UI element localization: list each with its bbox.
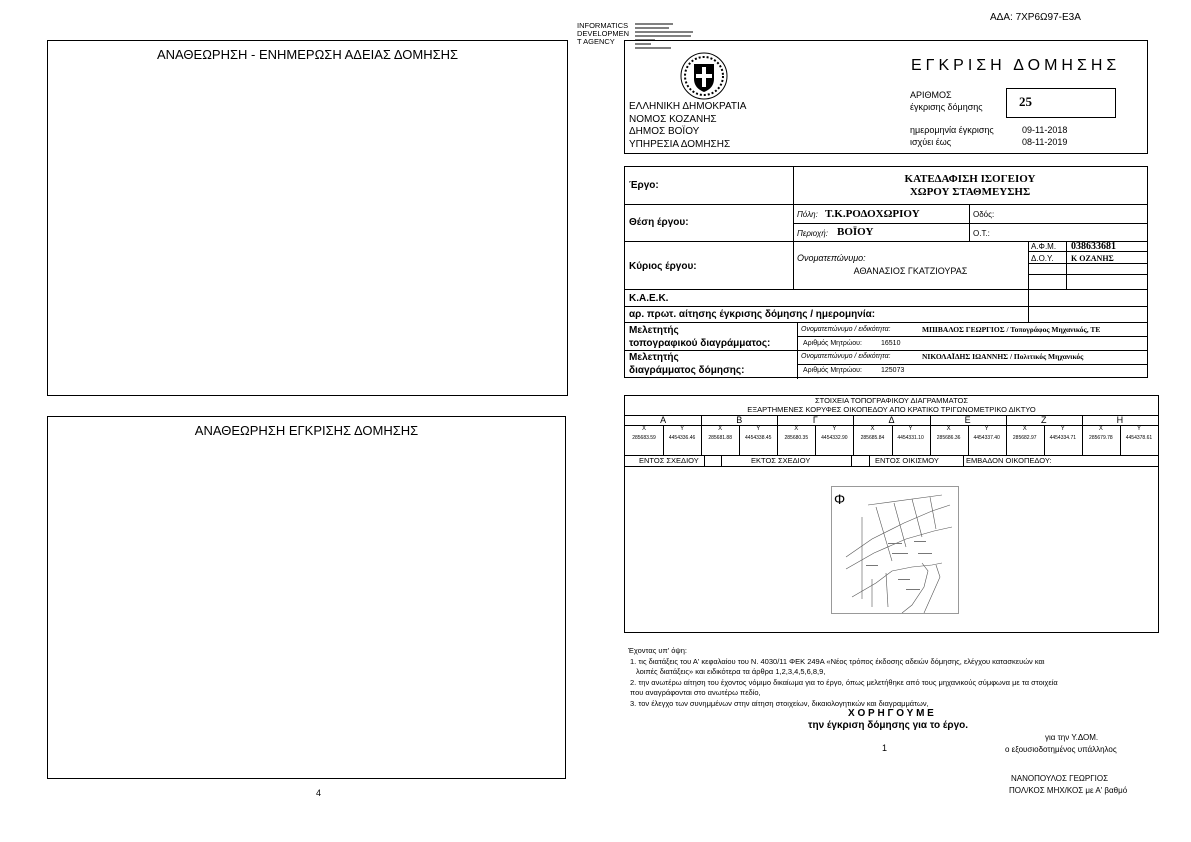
coord-x-value: 285680.35 [784, 435, 809, 441]
vertex-letter: Β [736, 415, 743, 425]
project-location-label: Θέση έργου: [629, 217, 689, 228]
inside-plan-label: ΕΝΤΟΣ ΣΧΕΔΙΟΥ [639, 456, 699, 465]
street-label: Οδός: [973, 210, 995, 219]
authorized-officer: ο εξουσιοδοτημένος υπάλληλος [1005, 745, 1117, 754]
coord-x-value: 285682.97 [1012, 435, 1037, 441]
tax-id-value: 038633681 [1071, 241, 1116, 252]
topo-engineer-name: ΜΠΙΒΑΛΟΣ ΓΕΩΡΓΙΟΣ / Τοπογράφος Μηχανικός, ΤΕ [922, 325, 1101, 334]
project-label: Έργο: [629, 180, 659, 191]
coord-y-value: 4454338.45 [745, 435, 772, 441]
left-page-number: 4 [316, 788, 322, 798]
vertex-letter: Ε [964, 415, 971, 425]
inside-settlement-label: ΕΝΤΟΣ ΟΙΚΙΣΜΟΥ [875, 456, 939, 465]
building-engineer-name: ΝΙΚΟΛΑΪΔΗΣ ΙΩΑΝΝΗΣ / Πολιτικός Μηχανικός [922, 352, 1084, 361]
owner-name: ΑΘΑΝΑΣΙΟΣ ΓΚΑΤΖΙΟΥΡΑΣ [853, 266, 968, 276]
topo-engineer-label [629, 324, 770, 350]
plot-area-label: ΕΜΒΑΔΟΝ ΟΙΚΟΠΕΔΟΥ: [966, 456, 1052, 465]
topo-engineer-label-1: Μελετητής [629, 325, 679, 336]
protocol-label: αρ. πρωτ. αίτησης έγκρισης δόμησης / ημερομηνία: [629, 309, 876, 320]
right-page-number: 1 [882, 743, 888, 753]
area-value: ΒΟΪΟΥ [837, 226, 874, 238]
coord-axis-label: X [1022, 426, 1027, 432]
valid-until-label: ισχύει έως [910, 137, 952, 147]
vertex-letter: Γ [812, 415, 818, 425]
authority-line: ΥΠΗΡΕΣΙΑ ΔΟΜΗΣΗΣ [629, 138, 731, 150]
for-ydom: για την Υ.ΔΟΜ. [1045, 733, 1099, 742]
building-engineer-label-2: διαγράμματος δόμησης: [629, 365, 745, 376]
approval-header-box [624, 40, 1148, 154]
legal-item-1a: 1. τις διατάξεις του Α' κεφαλαίου του Ν. 4030/11 ΦΕΚ 249Α «Νέος τρόπος έκδοσης αδειών δόμησης, ελέγχου κατασκευών και [630, 656, 1045, 666]
vertex-letter: Α [660, 415, 667, 425]
legal-item-2a: 2. την ανωτέρω αίτηση του έχοντος νόμιμο δικαίωμα για το έργο, όπως μελετήθηκε από τους μηχανικούς σύμφωνα με τα στοιχεία [630, 677, 1058, 687]
building-engineer-reg-label: Αριθμός Μητρώου: [803, 367, 862, 374]
topo-title-2: ΕΞΑΡΤΗΜΕΝΕΣ ΚΟΡΥΦΕΣ ΟΙΚΟΠΕΔΟΥ ΑΠΟ ΚΡΑΤΙΚΟ ΤΡΙΓΩΝΟΜΕΤΡΙΚΟ ΔΙΚΤΥΟ [747, 405, 1036, 414]
site-plan-drawing [831, 486, 959, 614]
approval-number-label-1: ΑΡΙΘΜΟΣ [910, 90, 952, 100]
topo-engineer-reg-label: Αριθμός Μητρώου: [803, 340, 862, 347]
coord-axis-label: Y [908, 426, 913, 432]
project-info-table [624, 166, 1148, 378]
outside-plan-label: ΕΚΤΟΣ ΣΧΕΔΙΟΥ [751, 456, 811, 465]
approval-date-label: ημερομηνία έγκρισης [910, 125, 994, 135]
approval-number-label-2: έγκρισης δόμησης [910, 102, 983, 112]
coord-axis-label: Y [984, 426, 989, 432]
coord-y-value: 4454334.71 [1049, 435, 1077, 441]
legal-item-1b: λοιπές διατάξεις» και ειδικότερα τα άρθρα 1,2,3,4,5,6,8,9, [636, 667, 826, 676]
legal-item-2b: που αναγράφονται στο ανωτέρω πεδίο, [630, 688, 761, 697]
tax-office-value: Κ ΟΖΑΝΗΣ [1071, 254, 1114, 263]
informatics-line-3: T AGENCY [577, 37, 615, 46]
city-value: Τ.Κ.ΡΟΔΟΧΩΡΙΟΥ [825, 208, 920, 220]
coord-axis-label: Y [1136, 426, 1141, 432]
grant-heading: Χ Ο Ρ Η Γ Ο Υ Μ Ε [848, 708, 934, 719]
approval-number-label [910, 89, 983, 113]
project-name-line-2: ΧΩΡΟΥ ΣΤΑΘΜΕΥΣΗΣ [909, 186, 1031, 198]
coord-axis-label: X [794, 426, 799, 432]
coord-axis-label: Y [832, 426, 837, 432]
approval-date: 09-11-2018 [1022, 125, 1068, 135]
ada-code: ΑΔΑ: 7ΧΡ6Ω97-Ε3Α [990, 12, 1081, 23]
tax-id-label: Α.Φ.Μ. [1031, 242, 1057, 251]
area-label: Περιοχή: [797, 229, 828, 238]
coord-axis-label: Y [1060, 426, 1065, 432]
city-label: Πόλη: [797, 210, 818, 219]
signer-name: ΝΑΝΟΠΟΥΛΟΣ ΓΕΩΡΓΙΟΣ [1011, 774, 1109, 783]
coord-x-value: 285686.36 [936, 435, 961, 441]
coord-y-value: 4454378.61 [1125, 435, 1153, 441]
issuing-authority [629, 101, 746, 151]
site-plan-lines [832, 487, 958, 613]
revision-approval-title: ΑΝΑΘΕΩΡΗΣΗ ΕΓΚΡΙΣΗΣ ΔΟΜΗΣΗΣ [194, 423, 419, 438]
informatics-line-1: INFORMATICS [577, 21, 629, 30]
legal-item-3: 3. τον έλεγχο των συνημμένων στην αίτηση στοιχείων, δικαιολογητικών και διαγραμμάτων, [630, 698, 929, 708]
owner-name-label: Ονοματεπώνυμο: [797, 253, 866, 263]
building-engineer-reg: 125073 [881, 367, 905, 374]
authority-line: ΕΛΛΗΝΙΚΗ ΔΗΜΟΚΡΑΤΙΑ [629, 101, 747, 112]
revision-update-permit-box [47, 40, 568, 396]
signer-title: ΠΟΛ/ΚΟΣ ΜΗΧ/ΚΟΣ με Α' βαθμό [1009, 786, 1128, 795]
document-title: ΕΓΚΡΙΣΗ ΔΟΜΗΣΗΣ [911, 57, 1121, 74]
vertex-letter: Δ [888, 415, 895, 425]
coord-axis-label: X [642, 426, 647, 432]
vertex-letter: Ζ [1041, 415, 1047, 425]
cadastral-code-label: Κ.Α.Ε.Κ. [629, 293, 669, 304]
coord-y-value: 4454331.10 [897, 435, 924, 441]
legal-intro: Έχοντας υπ' όψη: [628, 646, 687, 655]
project-name-line-1: ΚΑΤΕΔΑΦΙΣΗ ΙΣΟΓΕΙΟΥ [904, 173, 1036, 185]
coord-axis-label: Y [680, 426, 685, 432]
grant-text: την έγκριση δόμησης για το έργο. [808, 720, 969, 731]
greek-emblem-icon [679, 51, 729, 101]
coord-axis-label: X [946, 426, 951, 432]
legal-basis-text [628, 646, 1058, 709]
vertex-letter: Η [1116, 415, 1124, 425]
informatics-line-2: DEVELOPMEN [577, 29, 630, 38]
owner-label: Κύριος έργου: [629, 261, 697, 272]
topo-title-1: ΣΤΟΙΧΕΙΑ ΤΟΠΟΓΡΑΦΙΚΟΥ ΔΙΑΓΡΑΜΜΑΤΟΣ [814, 396, 969, 405]
topo-engineer-label-2: τοπογραφικού διαγράμματος: [629, 338, 771, 349]
coord-x-value: 285681.88 [708, 435, 732, 441]
approval-number-box [1006, 88, 1116, 118]
revision-approval-box [47, 416, 566, 779]
authority-line: ΝΟΜΟΣ ΚΟΖΑΝΗΣ [629, 113, 717, 125]
coord-x-value: 285683.59 [632, 435, 656, 441]
north-arrow-icon: Φ [834, 491, 846, 507]
revision-update-permit-title: ΑΝΑΘΕΩΡΗΣΗ - ΕΝΗΜΕΡΩΣΗ ΑΔΕΙΑΣ ΔΟΜΗΣΗΣ [156, 47, 459, 62]
building-engineer-name-label: Ονοματεπώνυμο / ειδικότητα: [801, 353, 891, 360]
coord-x-value: 285679.78 [1089, 435, 1113, 441]
topo-engineer-name-label: Ονοματεπώνυμο / ειδικότητα: [801, 326, 891, 333]
coord-axis-label: X [1098, 426, 1103, 432]
coord-y-value: 4454337.40 [973, 435, 1000, 441]
valid-until-date: 08-11-2019 [1022, 137, 1068, 147]
coord-y-value: 4454336.46 [668, 435, 696, 441]
building-engineer-label-1: Μελετητής [629, 352, 679, 363]
block-label: Ο.Τ.: [973, 229, 990, 238]
vertex-coordinates-grid [625, 415, 1158, 455]
coord-y-value: 4454332.90 [821, 435, 848, 441]
tax-office-label: Δ.Ο.Υ. [1031, 254, 1054, 263]
approval-number-value: 25 [1019, 94, 1032, 109]
building-engineer-label [629, 351, 744, 377]
informatics-logo [577, 22, 629, 46]
topo-engineer-reg: 16510 [881, 340, 901, 347]
topographic-data-box [624, 395, 1159, 633]
coord-x-value: 285685.84 [860, 435, 885, 441]
coord-axis-label: X [870, 426, 875, 432]
authority-line: ΔΗΜΟΣ ΒΟΪΟΥ [629, 126, 700, 137]
coord-axis-label: Y [756, 426, 761, 432]
coord-axis-label: X [718, 426, 723, 432]
